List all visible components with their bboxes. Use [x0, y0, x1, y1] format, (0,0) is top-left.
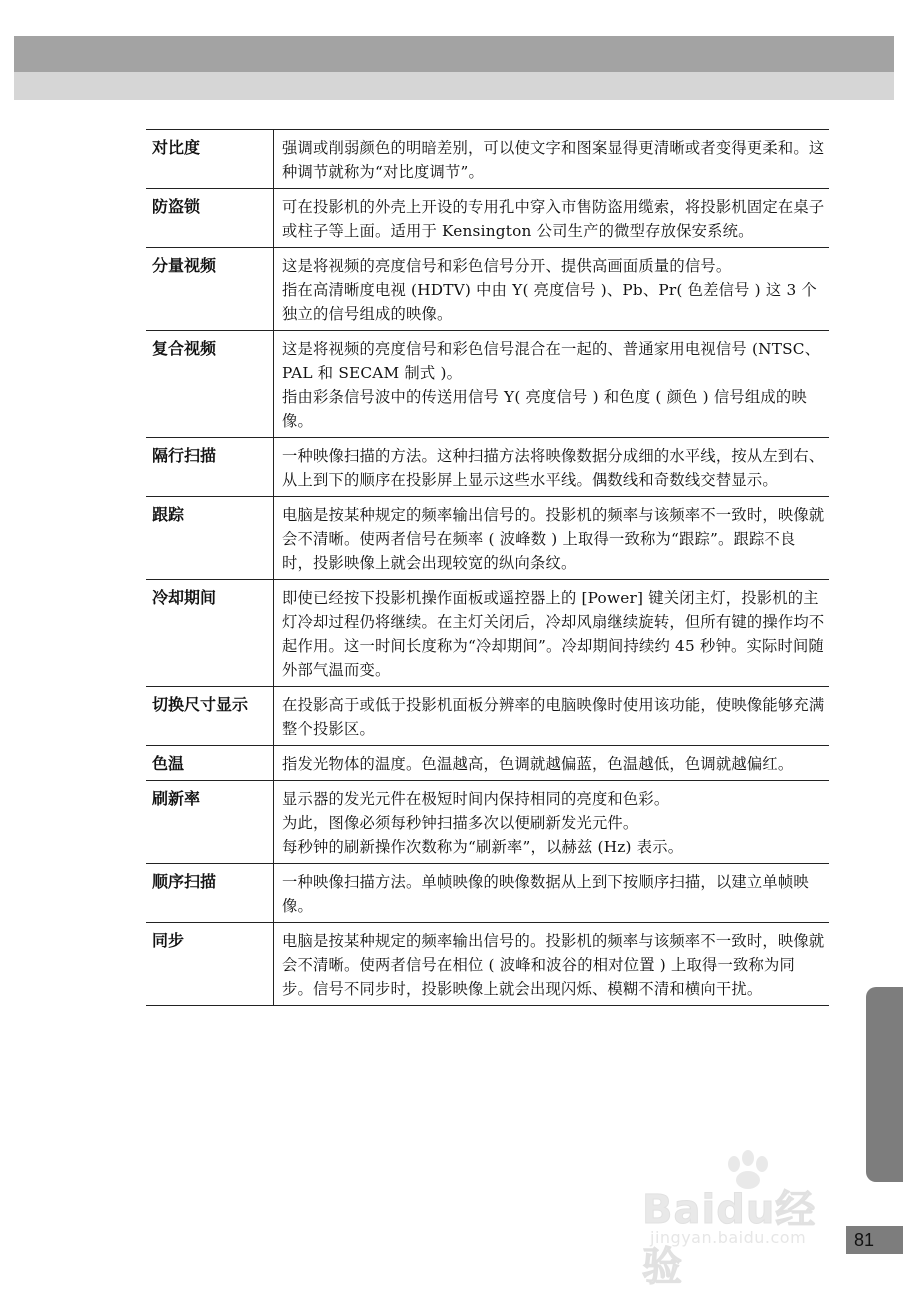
- definition-paragraph: 电脑是按某种规定的频率输出信号的。投影机的频率与该频率不一致时，映像就会不清晰。使两者信号在相位 ( 波峰和波谷的相对位置 ) 上取得一致称为同步。信号不同步时，投影映像上就会出现闪烁、模糊不清和横向干扰。: [282, 932, 825, 998]
- definition-paragraph: 电脑是按某种规定的频率输出信号的。投影机的频率与该频率不一致时，映像就会不清晰。使两者信号在频率 ( 波峰数 ) 上取得一致称为“跟踪”。跟踪不良时，投影映像上就会出现较宽的纵向条纹。: [282, 506, 825, 572]
- glossary-definition: [274, 497, 829, 579]
- glossary-term: 色温: [146, 746, 274, 780]
- definition-paragraph: 一种映像扫描方法。单帧映像的映像数据从上到下按顺序扫描，以建立单帧映像。: [282, 873, 809, 915]
- glossary-term: 切换尺寸显示: [146, 687, 274, 745]
- glossary-row: [146, 130, 829, 189]
- glossary-definition: [274, 130, 829, 188]
- chapter-side-tab: [866, 987, 903, 1182]
- definition-paragraph: 这是将视频的亮度信号和彩色信号混合在一起的、普通家用电视信号 (NTSC、PAL 和 SECAM 制式 )。: [282, 340, 821, 382]
- definition-paragraph: 强调或削弱颜色的明暗差别，可以使文字和图案显得更清晰或者变得更柔和。这种调节就称为“对比度调节”。: [282, 139, 825, 181]
- glossary-row: [146, 331, 829, 438]
- glossary-row: [146, 438, 829, 497]
- glossary-row: [146, 781, 829, 864]
- glossary-definition: [274, 438, 829, 496]
- glossary-row: [146, 923, 829, 1006]
- definition-paragraph: 这是将视频的亮度信号和彩色信号分开、提供高画面质量的信号。: [282, 257, 732, 275]
- definition-paragraph: 指在高清晰度电视 (HDTV) 中由 Y( 亮度信号 )、Pb、Pr( 色差信号 ) 这 3 个独立的信号组成的映像。: [282, 281, 817, 323]
- glossary-term: 顺序扫描: [146, 864, 274, 922]
- definition-paragraph: 一种映像扫描的方法。这种扫描方法将映像数据分成细的水平线，按从左到右、从上到下的顺序在投影屏上显示这些水平线。偶数线和奇数线交替显示。: [282, 447, 825, 489]
- glossary-row: [146, 687, 829, 746]
- glossary-definition: [274, 248, 829, 330]
- glossary-table: [146, 129, 829, 1006]
- glossary-row: [146, 189, 829, 248]
- glossary-row: [146, 864, 829, 923]
- glossary-definition: [274, 687, 829, 745]
- definition-paragraph: 可在投影机的外壳上开设的专用孔中穿入市售防盗用缆索，将投影机固定在桌子或柱子等上面。适用于 Kensington 公司生产的微型存放保安系统。: [282, 198, 825, 240]
- definition-paragraph: 指由彩条信号波中的传送用信号 Y( 亮度信号 ) 和色度 ( 颜色 ) 信号组成的映像。: [282, 388, 807, 430]
- watermark-brand: Baidu经验: [642, 1187, 817, 1290]
- glossary-term: 同步: [146, 923, 274, 1005]
- glossary-term: 隔行扫描: [146, 438, 274, 496]
- glossary-term: 分量视频: [146, 248, 274, 330]
- definition-paragraph: 每秒钟的刷新操作次数称为“刷新率”，以赫兹 (Hz) 表示。: [282, 838, 684, 856]
- glossary-definition: [274, 580, 829, 686]
- baidu-watermark: [620, 1150, 850, 1290]
- glossary-definition: [274, 781, 829, 863]
- page-number: 81: [846, 1226, 903, 1254]
- glossary-definition: [274, 864, 829, 922]
- glossary-row: [146, 497, 829, 580]
- header-band-light: [14, 72, 894, 100]
- glossary-term: 防盗锁: [146, 189, 274, 247]
- definition-paragraph: 为此，图像必须每秒钟扫描多次以便刷新发光元件。: [282, 814, 639, 832]
- glossary-definition: [274, 331, 829, 437]
- glossary-term: 跟踪: [146, 497, 274, 579]
- glossary-term: 刷新率: [146, 781, 274, 863]
- definition-paragraph: 指发光物体的温度。色温越高，色调就越偏蓝，色温越低，色调就越偏红。: [282, 755, 794, 773]
- glossary-row: [146, 580, 829, 687]
- definition-paragraph: 即使已经按下投影机操作面板或遥控器上的 [Power] 键关闭主灯，投影机的主灯冷却过程仍将继续。在主灯关闭后，冷却风扇继续旋转，但所有键的操作均不起作用。这一时间长度称为“冷却期间”。冷却期间持续约 45 秒钟。实际时间随外部气温而变。: [282, 589, 825, 679]
- glossary-row: [146, 746, 829, 781]
- header-band-dark: [14, 36, 894, 72]
- definition-paragraph: 显示器的发光元件在极短时间内保持相同的亮度和色彩。: [282, 790, 670, 808]
- glossary-term: 复合视频: [146, 331, 274, 437]
- watermark-url: jingyan.baidu.com: [650, 1228, 807, 1247]
- glossary-definition: [274, 746, 829, 780]
- glossary-term: 对比度: [146, 130, 274, 188]
- definition-paragraph: 在投影高于或低于投影机面板分辨率的电脑映像时使用该功能，使映像能够充满整个投影区。: [282, 696, 825, 738]
- glossary-row: [146, 248, 829, 331]
- glossary-definition: [274, 923, 829, 1005]
- glossary-definition: [274, 189, 829, 247]
- glossary-term: 冷却期间: [146, 580, 274, 686]
